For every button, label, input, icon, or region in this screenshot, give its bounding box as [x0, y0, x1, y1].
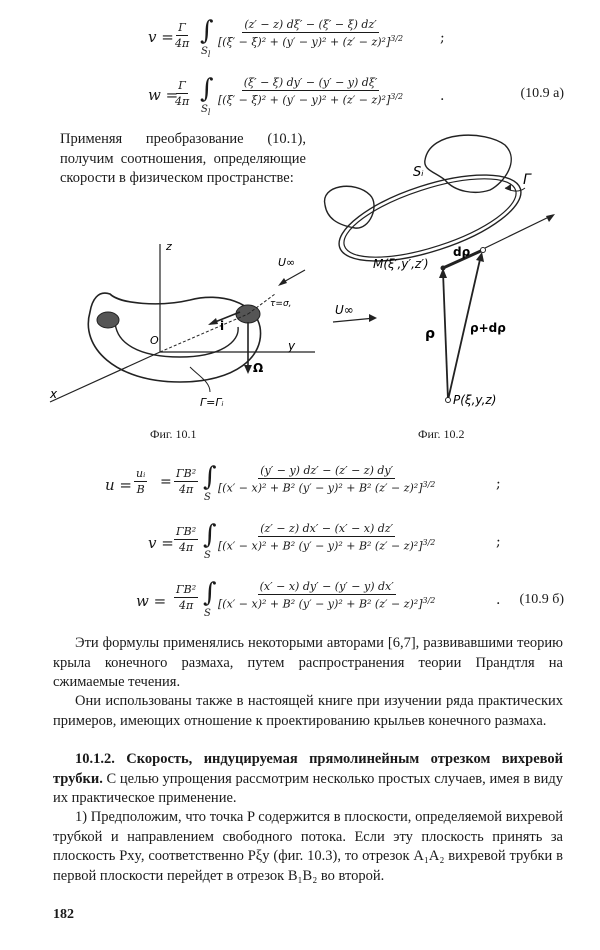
- pre-numerator: uᵢ: [136, 467, 146, 480]
- vortex-loop-left: [325, 186, 375, 228]
- coefficient-numerator: Γ: [178, 79, 186, 92]
- coefficient-numerator: ΓB²: [176, 583, 197, 596]
- figure-10-1-caption: Фиг. 10.1: [150, 427, 197, 441]
- coefficient-denominator: 4π: [178, 599, 194, 612]
- coefficient-denominator: 4π: [178, 483, 194, 496]
- label-i: i: [220, 319, 225, 333]
- section-heading: 10.1.2. Скорость, индуцируемая прямолинейным отрезком вихревой трубки.: [53, 751, 563, 787]
- section-intro-text: С целью упрощения рассмотрим несколько простых случаев, имея в виду их практическое применение.: [53, 770, 563, 806]
- integrand-denominator: [(x′ − x)² + B² (y′ − y)² + B² (z′ − z)²]$^{3/2}$: [218, 480, 436, 495]
- integral-subscript: S: [204, 550, 211, 561]
- label-z: z: [166, 240, 172, 253]
- integrand-numerator: (z′ − z) dx′ − (x′ − x) dz′: [260, 522, 394, 535]
- paragraph-case-1: 1) Предположим, что точка P содержится в плоскости, определяемой вихревой трубкой и направлением свободного потока. Если эту плоскость принять за плоскость Pxy, соответственно Pξy (фиг. 10.3), то отрезок A₁A₂ вихревой трубки в первой плоскости перейдет в отрезок B₁B₂ во второй.: [53, 809, 563, 884]
- integral-sign: ∫: [203, 578, 217, 608]
- intro-paragraph: Применяя преобразование (10.1), получим соотношения, определяющие скорости в физическом пространстве:: [60, 131, 306, 186]
- rho-vector: [443, 272, 448, 400]
- integrand-fraction: [218, 18, 403, 49]
- integrand-denominator: [(x′ − x)² + B² (y′ − y)² + B² (z′ − z)²]$^{3/2}$: [218, 596, 436, 611]
- label-u-infinity: U∞: [278, 256, 296, 269]
- equation-u-bottom: [0, 452, 600, 512]
- integrand-fraction: [218, 76, 403, 107]
- integrand-fraction: [218, 580, 435, 611]
- coefficient-denominator: 4π: [175, 37, 190, 50]
- label-drho: dρ: [453, 245, 471, 259]
- integral-sign: ∫: [200, 74, 214, 104]
- paragraph-formulas-usage: Эти формулы применялись некоторыми авторами [6,7], развивавшими теорию крыла конечного размаха, путем распространения теории Прандтля на сжимаемые течения.: [53, 635, 563, 690]
- integrand-denominator: $[(\xi' - \xi)^2 + (y' - y)^2 + (z' - z)^2]^{3/2}$: [218, 92, 404, 107]
- coefficient-fraction: [175, 21, 189, 50]
- coefficient-fraction: [174, 583, 198, 612]
- coefficient-fraction: [175, 79, 189, 108]
- u-infinity-arrow: [333, 318, 375, 322]
- integrand-denominator: [(x′ − x)² + B² (y′ − y)² + B² (z′ − z)²]$^{3/2}$: [218, 538, 436, 553]
- integral-subscript: $S_l$: [201, 46, 211, 59]
- page-number: 182: [53, 907, 74, 922]
- label-rho-drho: ρ+dρ: [470, 321, 506, 335]
- equation-trailing-punct: ;: [440, 30, 445, 46]
- integrand-numerator: (y′ − y) dz′ − (z′ − z) dy′: [260, 464, 394, 477]
- label-gamma: Γ=Γᵢ: [200, 396, 224, 409]
- figure-10-1: [40, 232, 340, 422]
- integrand-fraction: [218, 464, 435, 495]
- vortex-loop-upper: [425, 135, 511, 192]
- equation-lhs: v =: [148, 28, 174, 46]
- label-gamma: Γ: [523, 172, 531, 188]
- integrand-numerator: (x′ − x) dy′ − (y′ − y) dx′: [259, 580, 394, 593]
- pre-denominator: B: [136, 483, 145, 496]
- coefficient-fraction: [174, 525, 198, 554]
- label-rho: ρ: [425, 326, 436, 342]
- equation-lhs: v =: [148, 534, 174, 552]
- equation-w-top: [0, 66, 600, 126]
- equation-number: (10.9 б): [519, 592, 564, 607]
- label-p: P(ξ,y,z): [453, 393, 497, 407]
- coefficient-numerator: ΓB²: [176, 467, 197, 480]
- equation-trailing-punct: ;: [496, 476, 501, 492]
- equation-lhs: w =: [136, 592, 167, 610]
- coefficient-numerator: ΓB²: [176, 525, 197, 538]
- label-x: x: [50, 387, 58, 401]
- paragraph-book-usage: Они использованы также в настоящей книге при изучении ряда практических примеров, имеющих отношение к проектированию крыльев конечного размаха.: [53, 693, 563, 729]
- equation-lhs: u =: [105, 476, 132, 494]
- integral-sign: ∫: [203, 462, 217, 492]
- equation-trailing-punct: .: [440, 88, 445, 104]
- equation-trailing-punct: .: [496, 592, 501, 608]
- equation-number: (10.9 a): [520, 86, 564, 101]
- integral-subscript: S: [204, 608, 211, 619]
- equals-sign: =: [160, 474, 172, 490]
- equation-trailing-punct: ;: [496, 534, 501, 550]
- integral-sign: ∫: [200, 16, 214, 46]
- figure-10-2-caption: Фиг. 10.2: [418, 427, 465, 441]
- coefficient-numerator: Γ: [178, 21, 186, 34]
- section-10-1-2: [53, 750, 563, 809]
- label-m: M(ξ′,y′,z′): [373, 257, 429, 271]
- pre-fraction: [134, 467, 147, 496]
- equation-lhs: w =: [148, 86, 179, 104]
- integrand-numerator: (ξ′ − ξ) dy′ − (y′ − y) dξ′: [243, 76, 378, 89]
- coefficient-denominator: 4π: [178, 541, 194, 554]
- label-s: Sᵢ: [413, 165, 424, 180]
- integrand-numerator: (z′ − z) dξ′ − (ξ′ − ξ) dz′: [244, 18, 377, 31]
- integral-sign: ∫: [203, 520, 217, 550]
- equation-v-top: [0, 8, 600, 68]
- equation-v-bottom: [0, 510, 600, 570]
- coefficient-denominator: 4π: [175, 95, 190, 108]
- label-o: O: [150, 334, 159, 347]
- integrand-denominator: $[(\xi' - \xi)^2 + (y' - y)^2 + (z' - z)^2]^{3/2}$: [218, 34, 404, 49]
- equation-w-bottom: [0, 568, 600, 628]
- label-y: y: [288, 339, 296, 353]
- figure-10-2: [315, 120, 575, 420]
- integral-subscript: $S_l$: [201, 104, 211, 117]
- coefficient-fraction: [174, 467, 198, 496]
- cross-section-left: [97, 312, 119, 328]
- label-tau: τ=σ,: [270, 299, 292, 309]
- label-omega: Ω: [253, 361, 264, 375]
- vortex-ring: [329, 157, 530, 278]
- vortex-ring-outer: [88, 293, 260, 382]
- integrand-fraction: [218, 522, 435, 553]
- label-u-infinity: U∞: [335, 303, 354, 317]
- integral-subscript: S: [204, 492, 211, 503]
